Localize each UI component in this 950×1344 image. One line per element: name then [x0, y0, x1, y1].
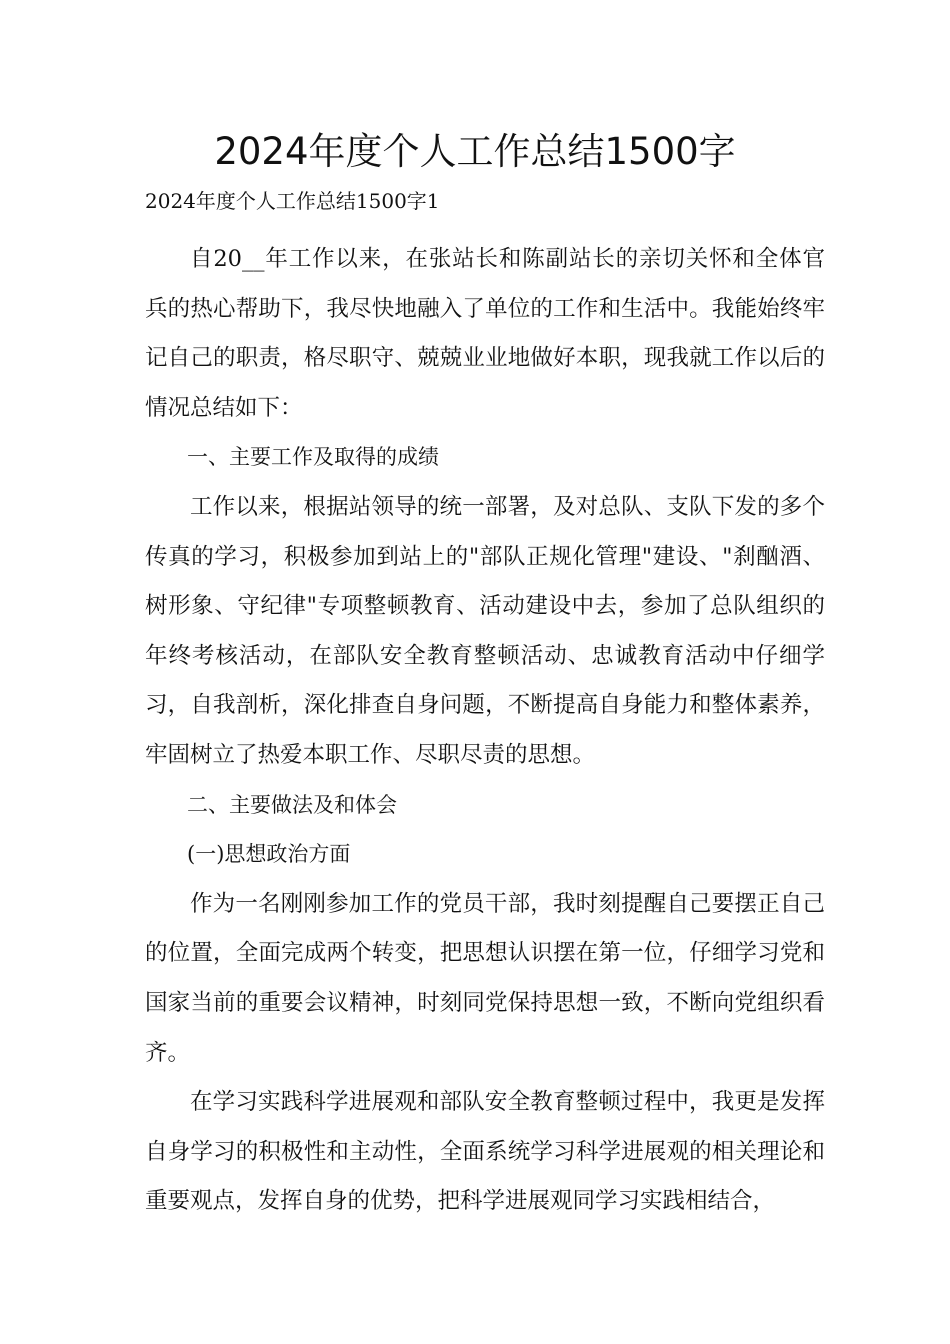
section-heading-2: 二、主要做法及和体会	[187, 792, 397, 817]
paragraph-achievements: 工作以来，根据站领导的统一部署，及对总队、支队下发的多个传真的学习，积极参加到站上的"部队正规化管理"建设、"刹酗酒、树形象、守纪律"专项整顿教育、活动建设中去，参加了总队组织的年终考核活动，在部队安全教育整顿活动、忠诚教育活动中仔细学习，自我剖析，深化排查自身问题，不断提高自身能力和整体素养，牢固树立了热爱本职工作、尽职尽责的思想。	[145, 493, 825, 768]
section-heading-1: 一、主要工作及取得的成绩	[187, 445, 439, 470]
document-body	[145, 235, 825, 1227]
paragraph-political: 作为一名刚刚参加工作的党员干部，我时刻提醒自己要摆正自己的位置，全面完成两个转变，把思想认识摆在第一位，仔细学习党和国家当前的重要会议精神，时刻同党保持思想一致，不断向党组织看齐。	[145, 890, 825, 1066]
document-title: 2024年度个人工作总结1500字	[214, 130, 736, 173]
paragraph-intro: 自20__年工作以来，在张站长和陈副站长的亲切关怀和全体官兵的热心帮助下，我尽快地融入了单位的工作和生活中。我能始终牢记自己的职责，格尽职守、兢兢业业地做好本职，现我就工作以后的情况总结如下：	[145, 246, 825, 421]
paragraph-practice: 在学习实践科学进展观和部队安全教育整顿过程中，我更是发挥自身学习的积极性和主动性，全面系统学习科学进展观的相关理论和重要观点，发挥自身的优势，把科学进展观同学习实践相结合，	[145, 1089, 825, 1215]
subsection-heading-1: (一)思想政治方面	[187, 842, 351, 867]
document-subtitle: 2024年度个人工作总结1500字1	[145, 189, 440, 213]
